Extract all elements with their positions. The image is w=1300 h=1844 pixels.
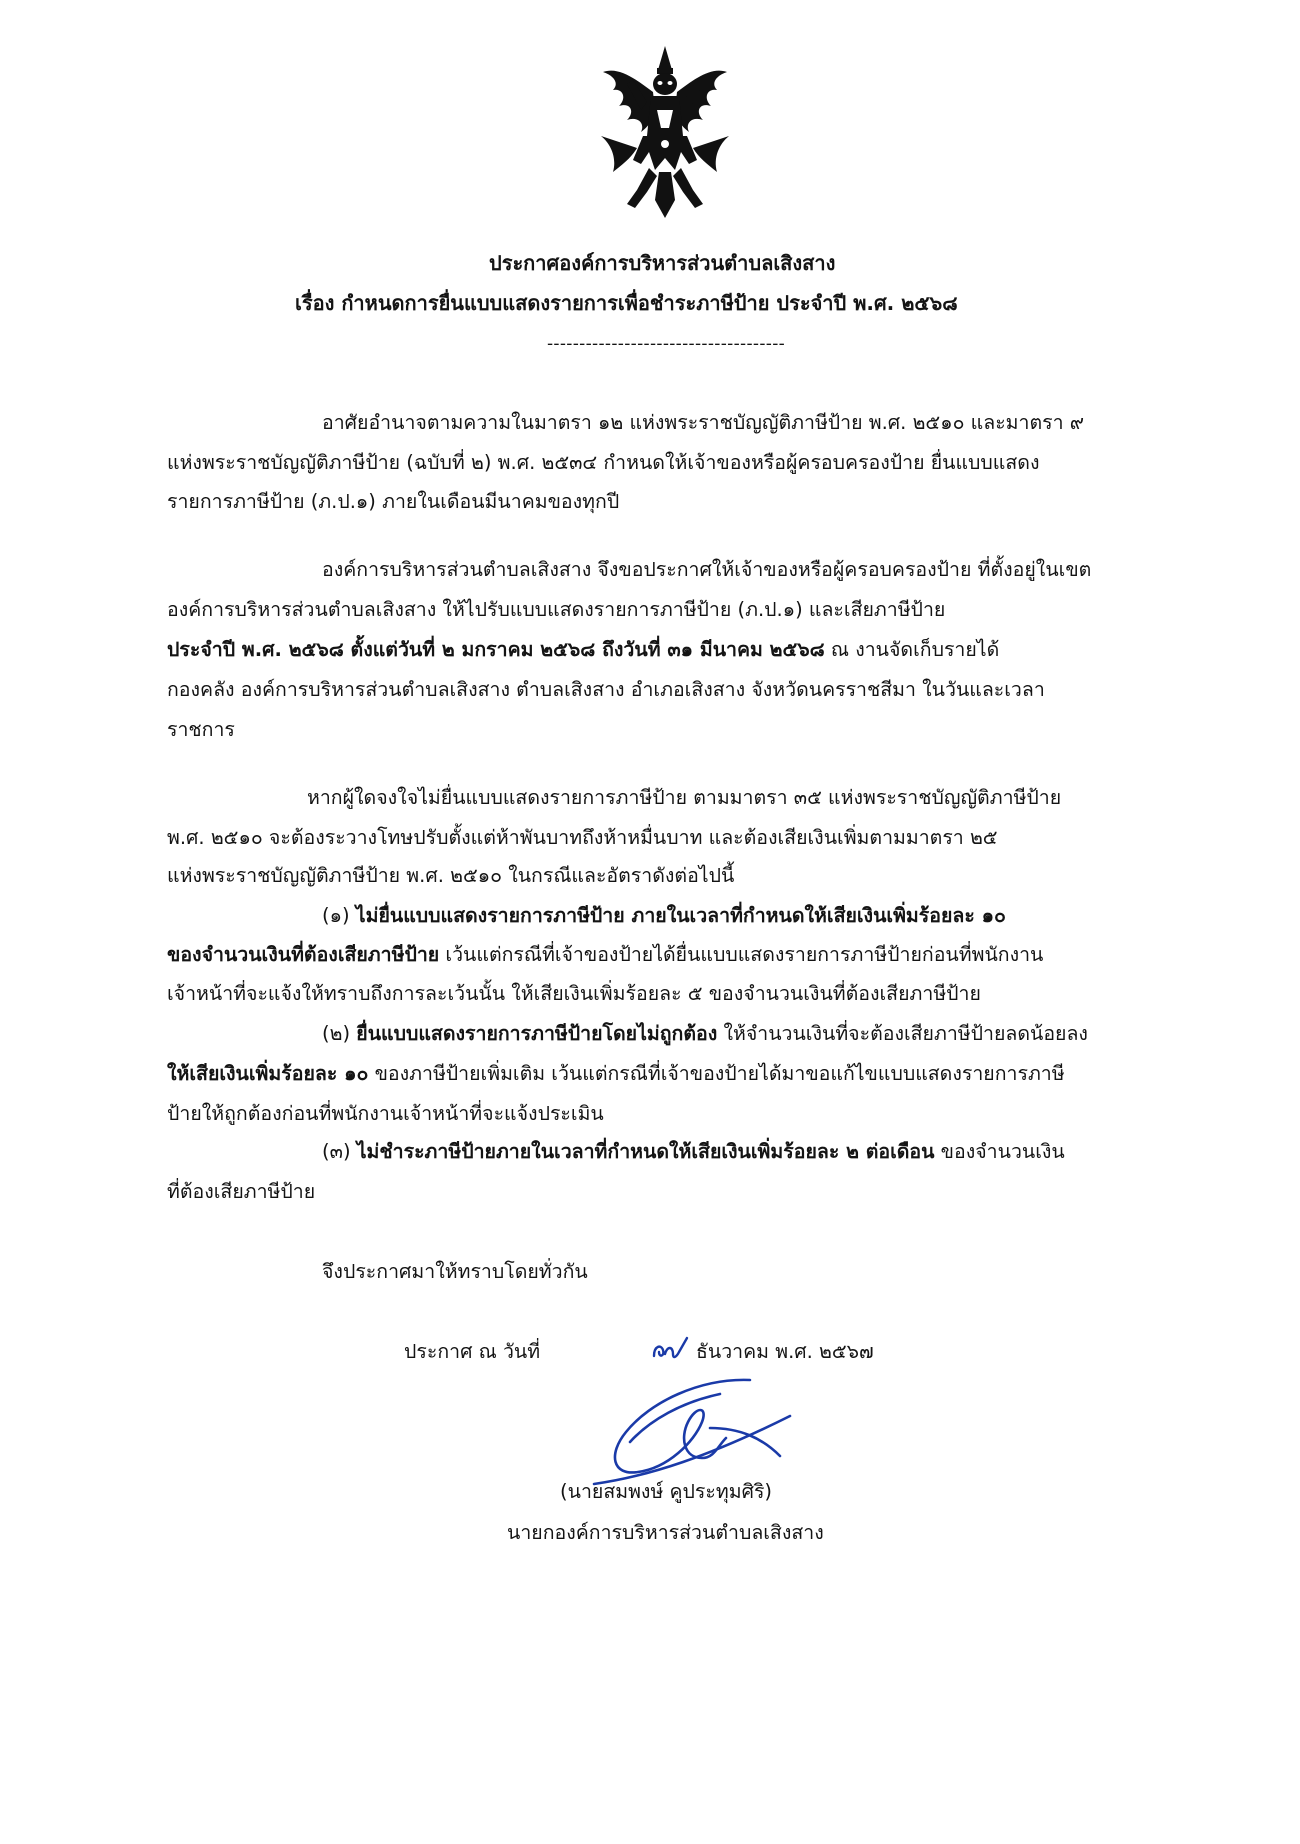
para1-line1: อาศัยอำนาจตามความในมาตรา ๑๒ แห่งพระราชบัญญัติภาษีป้าย พ.ศ. ๒๕๑๐ และมาตรา ๙	[322, 411, 1085, 434]
item3-number: (๓)	[322, 1140, 351, 1163]
item1-heading: ไม่ยื่นแบบแสดงรายการภาษีป้าย ภายในเวลาที่กำหนดให้เสียเงินเพิ่มร้อยละ ๑๐	[355, 904, 1006, 927]
para3-line1: หากผู้ใดจงใจไม่ยื่นแบบแสดงรายการภาษีป้าย ตามมาตรา ๓๕ แห่งพระราชบัญญัติภาษีป้าย	[307, 786, 1062, 809]
garuda-emblem-icon	[597, 40, 733, 222]
para1-line3: รายการภาษีป้าย (ภ.ป.๑) ภายในเดือนมีนาคมของทุกปี	[167, 490, 620, 513]
item1-text: เว้นแต่กรณีที่เจ้าของป้ายได้ยื่นแบบแสดงรายการภาษีป้ายก่อนที่พนักงาน	[439, 943, 1044, 966]
announcement-subject: เรื่อง กำหนดการยื่นแบบแสดงรายการเพื่อชำระภาษีป้าย ประจำปี พ.ศ. ๒๕๖๘	[295, 291, 958, 315]
para2-line5: ราชการ	[167, 718, 235, 741]
item1-number: (๑)	[322, 904, 350, 927]
closing-line: จึงประกาศมาให้ทราบโดยทั่วกัน	[322, 1260, 588, 1283]
collection-period: ประจำปี พ.ศ. ๒๕๖๘ ตั้งแต่วันที่ ๒ มกราคม ๒๕๖๘ ถึงวันที่ ๓๑ มีนาคม ๒๕๖๘	[167, 638, 825, 661]
item2-text: ให้จำนวนเงินที่จะต้องเสียภาษีป้ายลดน้อยลง	[717, 1022, 1088, 1045]
item2-heading: ยื่นแบบแสดงรายการภาษีป้ายโดยไม่ถูกต้อง	[356, 1022, 718, 1045]
announcement-title: ประกาศองค์การบริหารส่วนตำบลเสิงสาง	[489, 251, 836, 275]
item1-line2	[167, 941, 1043, 969]
dated-prefix: ประกาศ ณ วันที่	[404, 1340, 541, 1363]
item1-heading-cont: ของจำนวนเงินที่ต้องเสียภาษีป้าย	[167, 943, 440, 966]
collection-place: ณ งานจัดเก็บรายได้	[824, 638, 1000, 661]
item2-number: (๒)	[322, 1022, 351, 1045]
item3-line1	[322, 1138, 1065, 1166]
para3-line2: พ.ศ. ๒๕๑๐ จะต้องระวางโทษปรับตั้งแต่ห้าพันบาทถึงห้าหมื่นบาท และต้องเสียเงินเพิ่มตามมาตรา ๒๕	[167, 826, 998, 849]
item2-line1	[322, 1020, 1088, 1048]
para2-line3	[167, 636, 999, 664]
para3-line3: แห่งพระราชบัญญัติภาษีป้าย พ.ศ. ๒๕๑๐ ในกรณีและอัตราดังต่อไปนี้	[167, 864, 735, 887]
item2-line3: ป้ายให้ถูกต้องก่อนที่พนักงานเจ้าหน้าที่จะแจ้งประเมิน	[167, 1102, 604, 1125]
signatory-name: (นายสมพงษ์ คูประทุมศิริ)	[560, 1480, 773, 1503]
item2-line2	[167, 1060, 1065, 1088]
header-divider: -------------------------------------	[547, 334, 786, 354]
handwritten-day-mark	[651, 1336, 689, 1366]
item2-text-cont: ของภาษีป้ายเพิ่มเติม เว้นแต่กรณีที่เจ้าของป้ายได้มาขอแก้ไขแบบแสดงรายการภาษี	[368, 1062, 1065, 1085]
item3-text: ของจำนวนเงิน	[934, 1140, 1065, 1163]
para2-line1: องค์การบริหารส่วนตำบลเสิงสาง จึงขอประกาศให้เจ้าของหรือผู้ครอบครองป้าย ที่ตั้งอยู่ในเขต	[322, 558, 1092, 581]
item3-heading: ไม่ชำระภาษีป้ายภายในเวลาที่กำหนดให้เสียเงินเพิ่มร้อยละ ๒ ต่อเดือน	[356, 1140, 935, 1163]
item1-line1	[322, 902, 1006, 930]
para2-line2: องค์การบริหารส่วนตำบลเสิงสาง ให้ไปรับแบบแสดงรายการภาษีป้าย (ภ.ป.๑) และเสียภาษีป้าย	[167, 598, 946, 621]
dated-suffix: ธันวาคม พ.ศ. ๒๕๖๗	[696, 1340, 874, 1363]
para2-line4: กองคลัง องค์การบริหารส่วนตำบลเสิงสาง ตำบลเสิงสาง อำเภอเสิงสาง จังหวัดนครราชสีมา ในวันและเวลา	[167, 678, 1045, 701]
item3-line2: ที่ต้องเสียภาษีป้าย	[167, 1180, 316, 1203]
para1-line2: แห่งพระราชบัญญัติภาษีป้าย (ฉบับที่ ๒) พ.ศ. ๒๕๓๔ กำหนดให้เจ้าของหรือผู้ครอบครองป้าย ยื่นแบบแสดง	[167, 451, 1040, 474]
item1-line3: เจ้าหน้าที่จะแจ้งให้ทราบถึงการละเว้นนั้น ให้เสียเงินเพิ่มร้อยละ ๕ ของจำนวนเงินที่ต้องเสียภาษีป้าย	[167, 982, 981, 1005]
item2-rate: ให้เสียเงินเพิ่มร้อยละ ๑๐	[167, 1062, 369, 1085]
signatory-position: นายกองค์การบริหารส่วนตำบลเสิงสาง	[507, 1521, 824, 1544]
signature-mark	[590, 1372, 840, 1492]
